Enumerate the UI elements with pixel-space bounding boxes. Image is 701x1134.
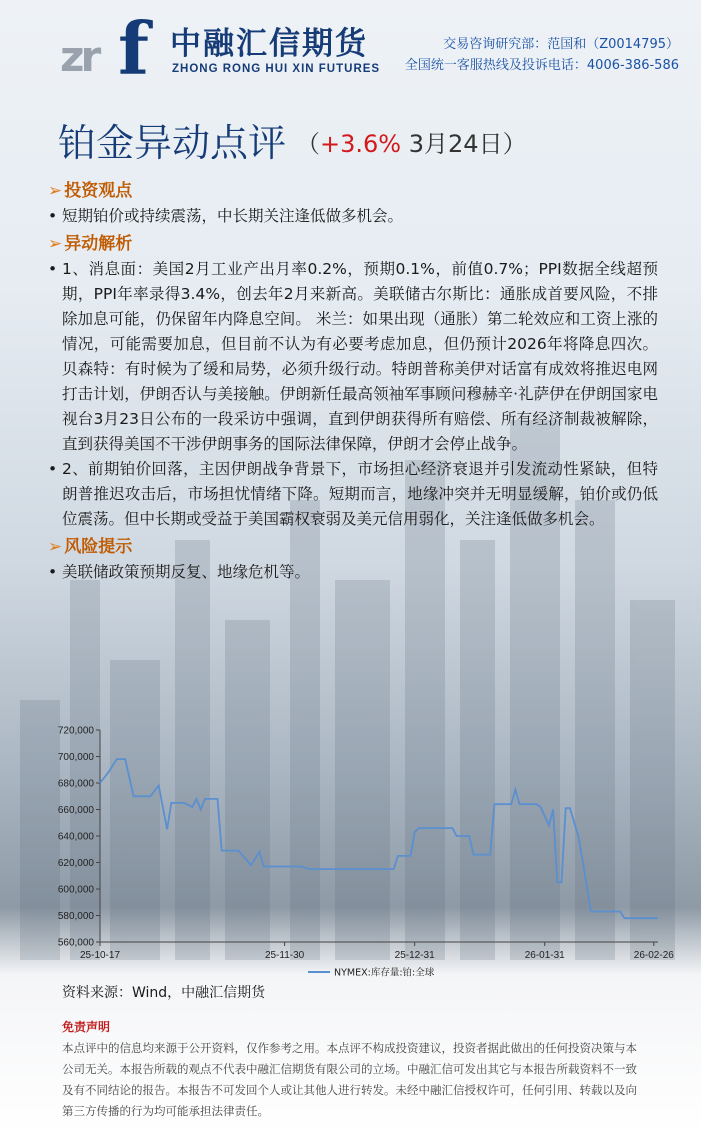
bullet-icon: • — [48, 207, 58, 225]
analysis-paragraph-1 — [48, 257, 658, 457]
company-name-cn: 中融汇信期货 — [170, 26, 368, 62]
section-heading-risk-label: 风险提示 — [64, 537, 133, 557]
section-heading-view-label: 投资观点 — [64, 181, 133, 201]
page-title — [58, 112, 527, 167]
title-product: 铂金 — [58, 121, 135, 165]
arrow-icon: ➢ — [48, 537, 63, 557]
x-tick-label: 25-10-17 — [79, 950, 121, 961]
x-tick-label: 25-11-30 — [264, 950, 305, 961]
title-paren-open: （ — [296, 130, 321, 158]
bullet-icon: • — [48, 260, 58, 278]
analysis-text-1: 1、消息面：美国2月工业产出月率0.2%，预期0.1%，前值0.7%；PPI数据全线超预期，PPI年率录得3.4%，创去年2月来新高。美联储古尔斯比：通胀成首要风险，不排除加息可能，仍保留年内降息空间。 米兰：如果出现（通胀）第二轮效应和工资上涨的情况，可能需要加息，但目前不认为有必要考虑加息，但仍预计2026年将降息四次。贝森特：有时候为了缓和局势，必须升级行动。特朗普称美伊对话富有成效将推迟电网打击计划，伊朗否认与美接触。伊朗新任最高领袖军事顾问穆赫辛·礼萨伊在伊朗国家电视台3月23日公布的一段采访中强调，直到伊朗获得所有赔偿、所有经济制裁被解除，直到获得美国不干涉伊朗事务的国际法律保障，伊朗才会停止战争。 — [62, 260, 658, 453]
data-source: 资料来源：Wind，中融汇信期货 — [62, 985, 266, 1001]
title-type: 异动点评 — [134, 121, 287, 165]
section-heading-analysis-label: 异动解析 — [64, 234, 133, 254]
y-tick-label: 700,000 — [57, 752, 94, 763]
contact-info — [405, 34, 679, 76]
contact-analyst: 交易咨询研究部：范国和（Z0014795） — [443, 37, 679, 52]
disclaimer-text: 本点评中的信息均来源于公开资料，仅作参考之用。本点评不构成投资建议，投资者据此做出的任何投资决策与本公司无关。本报告所载的观点不代表中融汇信期货有限公司的立场。中融汇信可发出其它与本报告所载资料不一致及有不同结论的报告。本报告不可发回个人或让其他人进行转发。未经中融汇信授权许可，任何引用、转载以及向第三方传播的行为均可能承担法律责任。 — [62, 1041, 637, 1118]
y-tick-label: 580,000 — [57, 911, 94, 922]
x-tick-label: 26-02-26 — [633, 950, 674, 961]
y-tick-label: 600,000 — [57, 884, 94, 896]
section-heading-risk — [48, 534, 658, 560]
y-tick-label: 720,000 — [57, 725, 94, 737]
contact-hotline: 全国统一客服热线及投诉电话：4006-386-586 — [404, 58, 679, 73]
view-paragraph — [48, 204, 658, 229]
report-content — [48, 176, 658, 585]
view-text: 短期铂价或持续震荡，中长期关注逢低做多机会。 — [62, 207, 404, 225]
y-tick-label: 660,000 — [57, 805, 94, 816]
analysis-text-2: 2、前期铂价回落，主因伊朗战争背景下，市场担心经济衰退并引发流动性紧缺，但特朗普推迟攻击后，市场担忧情绪下降。短期而言，地缘冲突并无明显缓解，铂价或仍低位震荡。但中长期或受益于美国霸权衰弱及美元信用弱化，关注逢低做多机会。 — [62, 460, 658, 528]
disclaimer-title: 免责声明 — [62, 1020, 111, 1034]
y-tick-label: 560,000 — [57, 937, 94, 949]
title-change: +3.6% — [320, 130, 402, 158]
section-heading-view — [48, 178, 658, 204]
title-paren-close: ） — [502, 130, 527, 158]
legend-label: NYMEX:库存量:铂:全球 — [334, 967, 435, 979]
logo-letters-zr: zr — [60, 32, 98, 81]
y-tick-label: 680,000 — [57, 778, 94, 790]
section-heading-analysis — [48, 231, 658, 257]
inventory-line-chart — [38, 722, 674, 979]
arrow-icon: ➢ — [48, 234, 63, 254]
y-tick-label: 620,000 — [57, 858, 94, 869]
x-tick-label: 26-01-31 — [524, 950, 565, 961]
bullet-icon: • — [48, 563, 58, 581]
company-logo-mark — [58, 6, 158, 91]
series-line — [100, 759, 658, 918]
analysis-paragraph-2 — [48, 457, 658, 532]
risk-paragraph — [48, 560, 658, 585]
y-tick-label: 640,000 — [57, 831, 94, 843]
logo-letter-f: f — [118, 6, 149, 91]
bullet-icon: • — [48, 460, 58, 478]
x-tick-label: 25-12-31 — [394, 950, 435, 961]
title-date: 3月24日 — [408, 130, 503, 158]
company-name-en: ZHONG RONG HUI XIN FUTURES — [172, 63, 381, 75]
arrow-icon: ➢ — [48, 181, 63, 201]
title-subtitle — [296, 130, 527, 158]
risk-text: 美联储政策预期反复、地缘危机等。 — [62, 563, 311, 581]
